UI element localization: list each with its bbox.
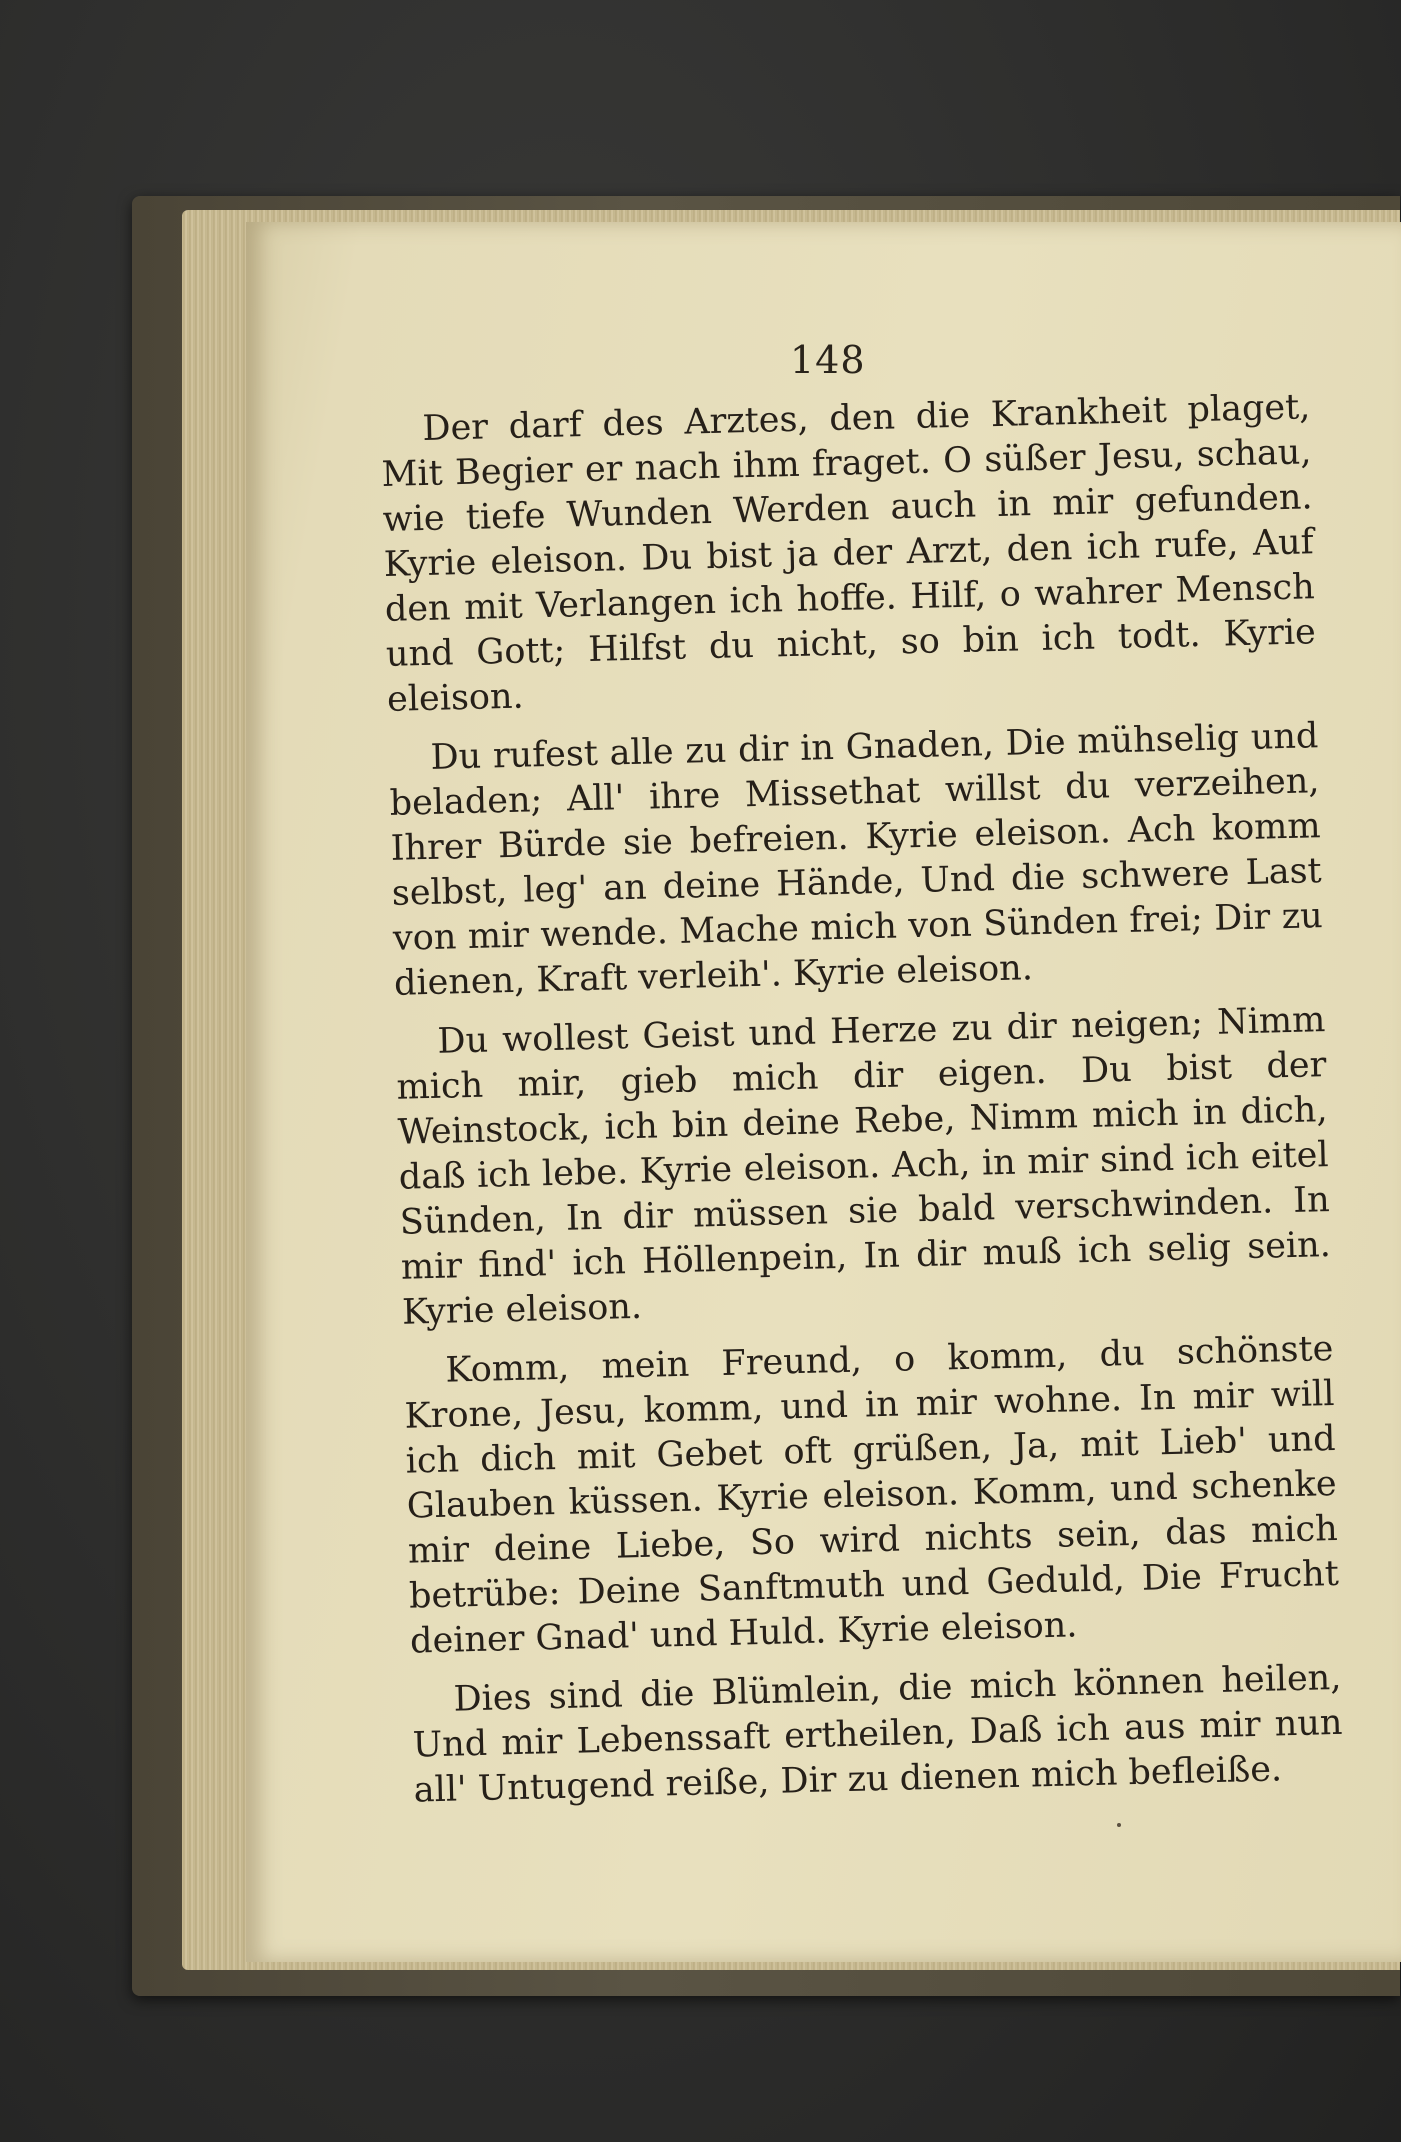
ink-speck xyxy=(1117,1823,1121,1827)
page-text xyxy=(380,385,1344,1827)
paragraph: Du wollest Geist und Herze zu dir neigen; Nimm mich mir, gieb mich dir eigen. Du bist der Weinstock, ich bin deine Rebe, Nimm mich in dich, daß ich lebe. Kyrie eleison. Ach, in mir sind ich eitel Sünden, In dir müssen sie bald verschwinden. In mir find' ich Höllenpein, In dir muß ich selig sein. Kyrie eleison. xyxy=(396,1000,1332,1333)
paragraph: Dies sind die Blümlein, die mich können heilen, Und mir Lebenssaft ertheilen, Daß ich aus mir nun all' Untugend reiße, Dir zu dienen mich befleiße. xyxy=(412,1657,1343,1811)
paragraph: Du rufest alle zu dir in Gnaden, Die mühselig und beladen; All' ihre Missethat willst du verzeihen, Ihrer Bürde sie befreien. Kyrie eleison. Ach komm selbst, leg' an deine Hände, Und die schwere Last von mir wende. Mache mich von Sünden frei; Dir zu dienen, Kraft verleih'. Kyrie eleison. xyxy=(389,716,1324,1004)
paragraph: Der darf des Arztes, den die Krankheit plaget, Mit Begier er nach ihm fraget. O süßer Jesu, schau, wie tiefe Wunden Werden auch in mir gefunden. Kyrie eleison. Du bist ja der Arzt, den ich rufe, Auf den mit Verlangen ich hoffe. Hilf, o wahrer Mensch und Gott; Hilfst du nicht, so bin ich todt. Kyrie eleison. xyxy=(381,387,1317,720)
page-number: 148 xyxy=(790,338,866,382)
paragraph: Komm, mein Freund, o komm, du schönste Krone, Jesu, komm, und in mir wohne. In mir will ich dich mit Gebet oft grüßen, Ja, mit Lieb' und Glauben küssen. Kyrie eleison. Komm, und schenke mir deine Liebe, So wird nichts sein, das mich betrübe: Deine Sanftmuth und Geduld, Die Frucht deiner Gnad' und Huld. Kyrie eleison. xyxy=(404,1328,1340,1662)
